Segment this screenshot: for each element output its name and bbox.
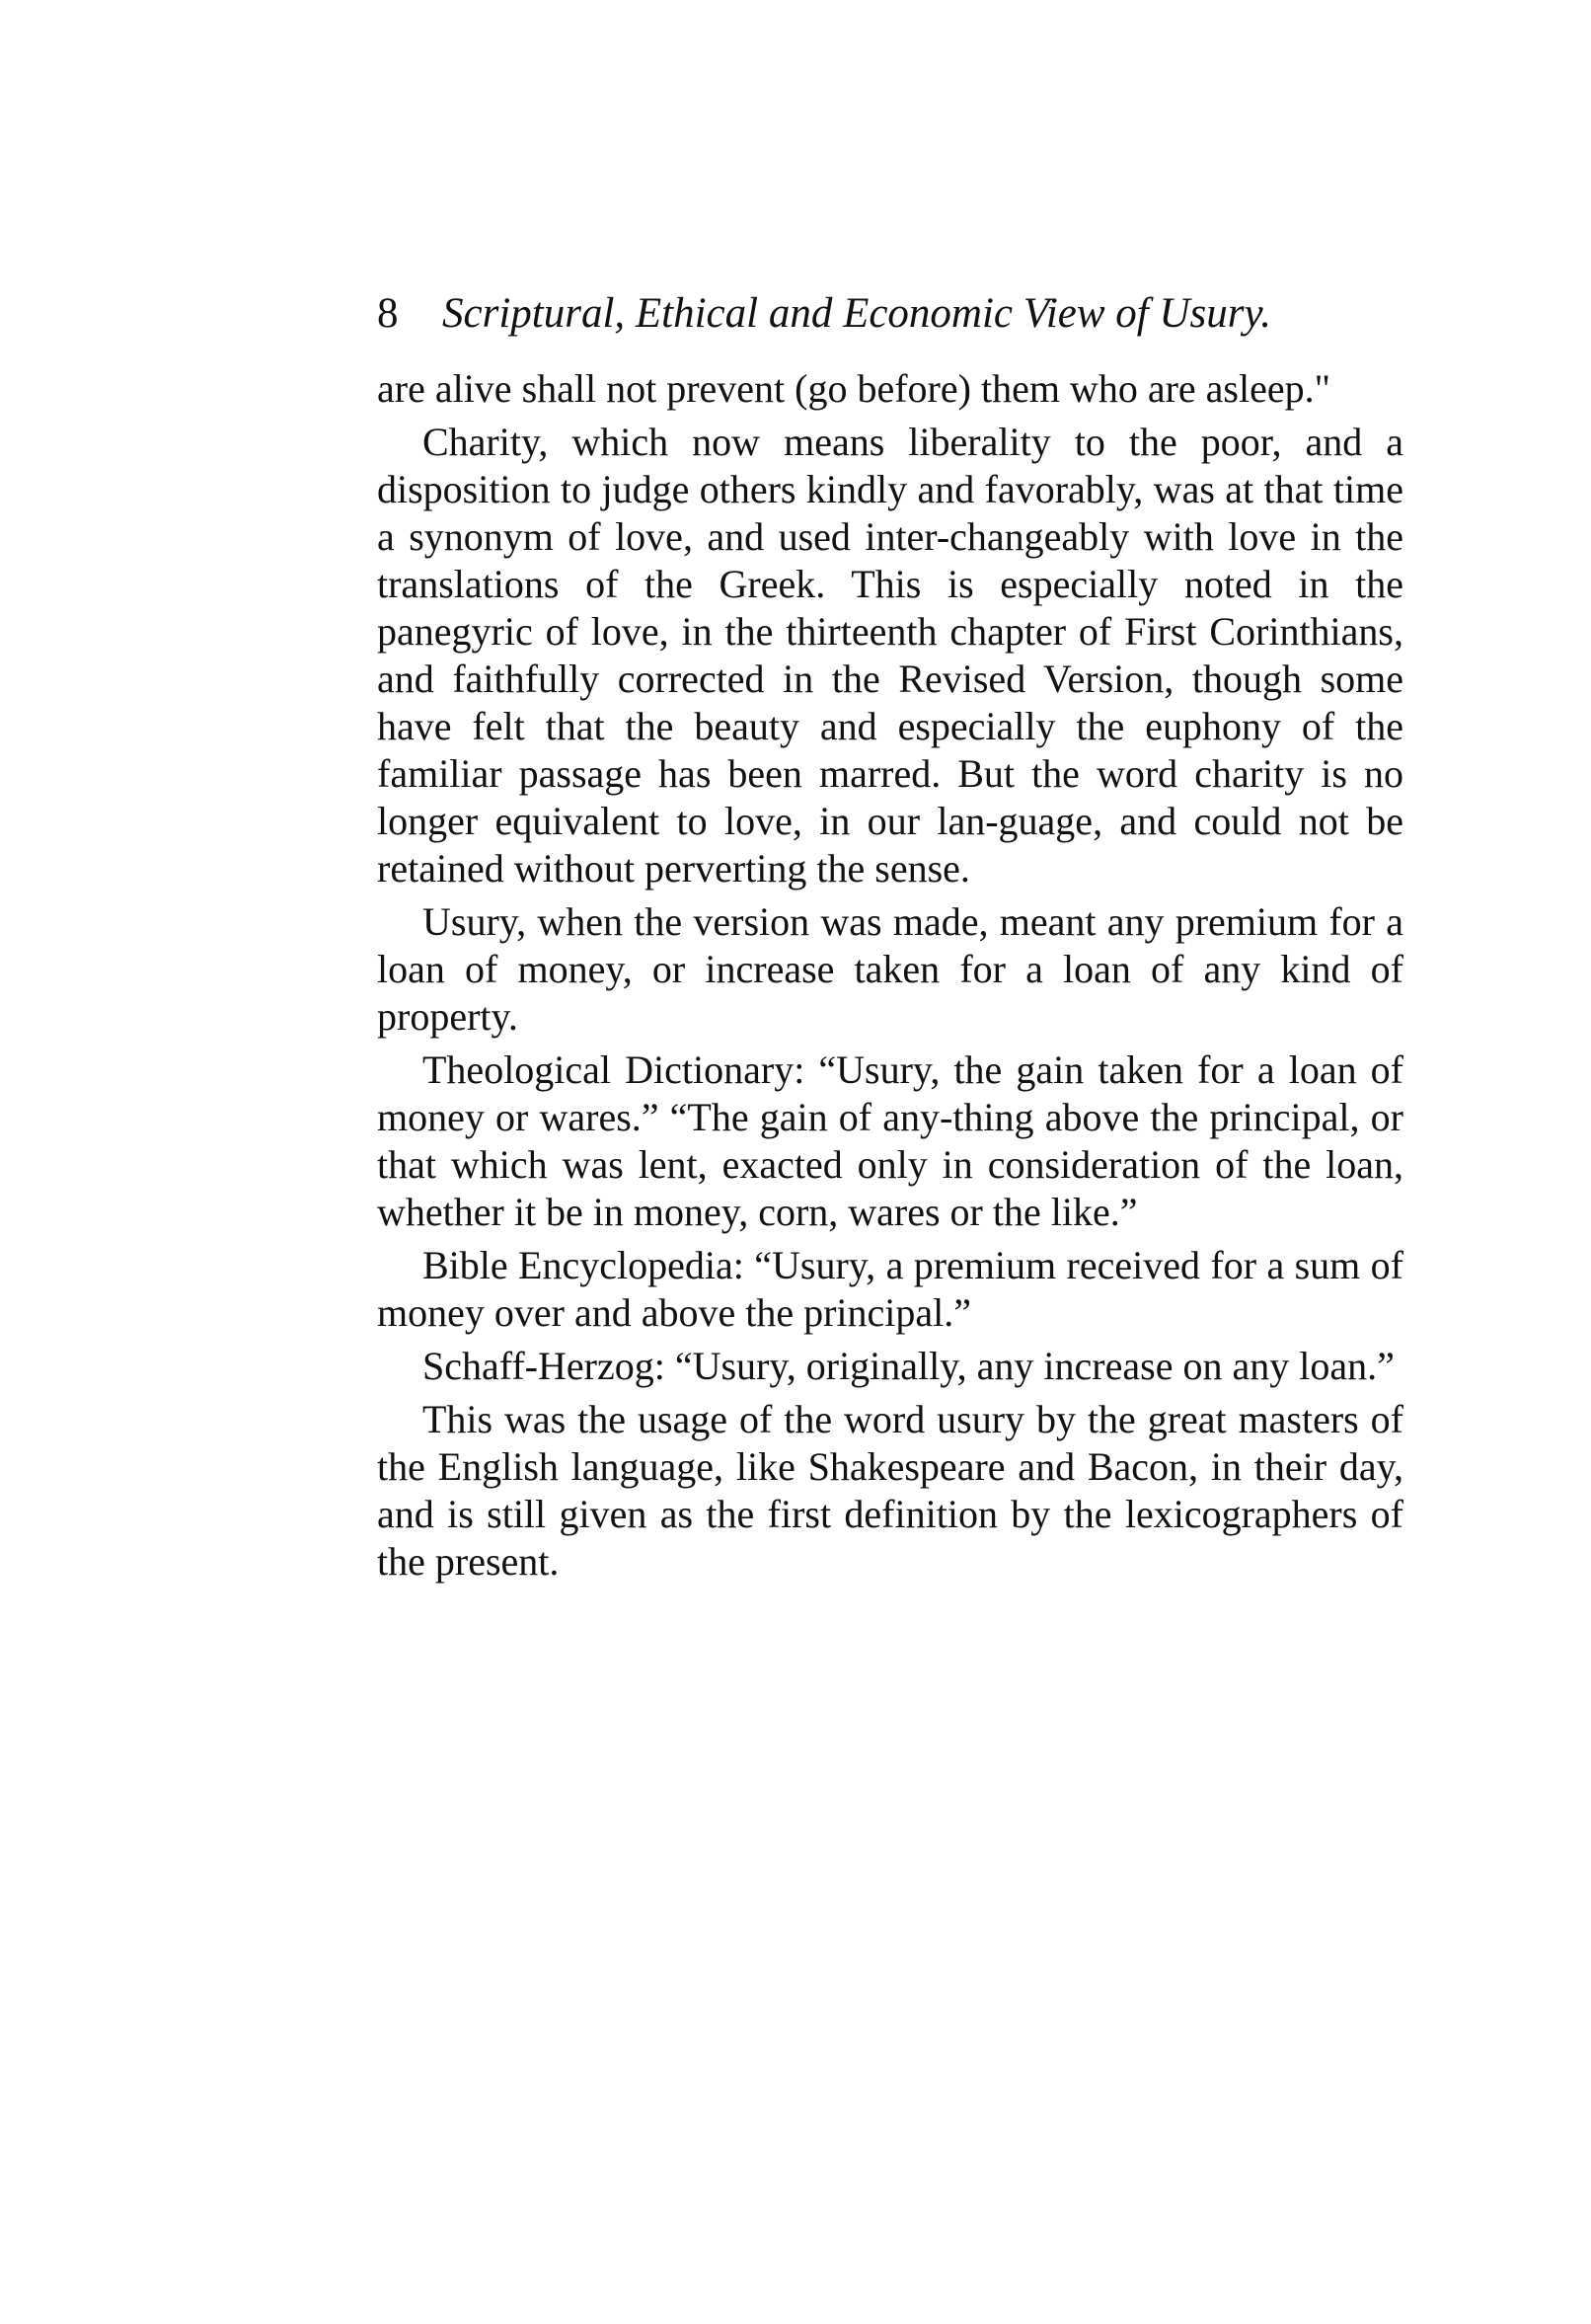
running-head	[377, 288, 1403, 340]
paragraph-schaff-herzog: Schaff-Herzog: “Usury, originally, any increase on any loan.”	[422, 1344, 1395, 1388]
paragraph-continuation: are alive shall not prevent (go before) them who are asleep."	[377, 366, 1330, 411]
paragraph-bible-encyclopedia: Bible Encyclopedia: “Usury, a premium received for a sum of money over and above the principal.”	[377, 1243, 1403, 1335]
body-text	[377, 365, 1403, 1586]
paragraph-charity: Charity, which now means liberality to the poor, and a disposition to judge others kindly and favorably, was at that time a synonym of love, and used inter-changeably with love in the translations of the Greek. This is especially noted in the panegyric of love, in the thirteenth chapter of First Corinthians, and faithfully corrected in the Revised Version, though some have felt that the beauty and especially the euphony of the familiar passage has been marred. But the word charity is no longer equivalent to love, in our lan-guage, and could not be retained without perverting the sense.	[377, 420, 1403, 891]
paragraph-theological-dictionary: Theological Dictionary: “Usury, the gain taken for a loan of money or wares.” “The gain of any-thing above the principal, or that which was lent, exacted only in consideration of the loan, whether it be in money, corn, wares or the like.”	[377, 1047, 1403, 1234]
page-number: 8	[377, 290, 399, 337]
book-page	[377, 288, 1403, 1591]
paragraph-usury-definition: Usury, when the version was made, meant any premium for a loan of money, or increase taken for a loan of any kind of property.	[377, 899, 1403, 1039]
paragraph-usage: This was the usage of the word usury by the great masters of the English language, like Shakespeare and Bacon, in their day, and is still given as the first definition by the lexicographers of the present.	[377, 1397, 1403, 1584]
running-title: Scriptural, Ethical and Economic View of Usury.	[442, 290, 1271, 337]
